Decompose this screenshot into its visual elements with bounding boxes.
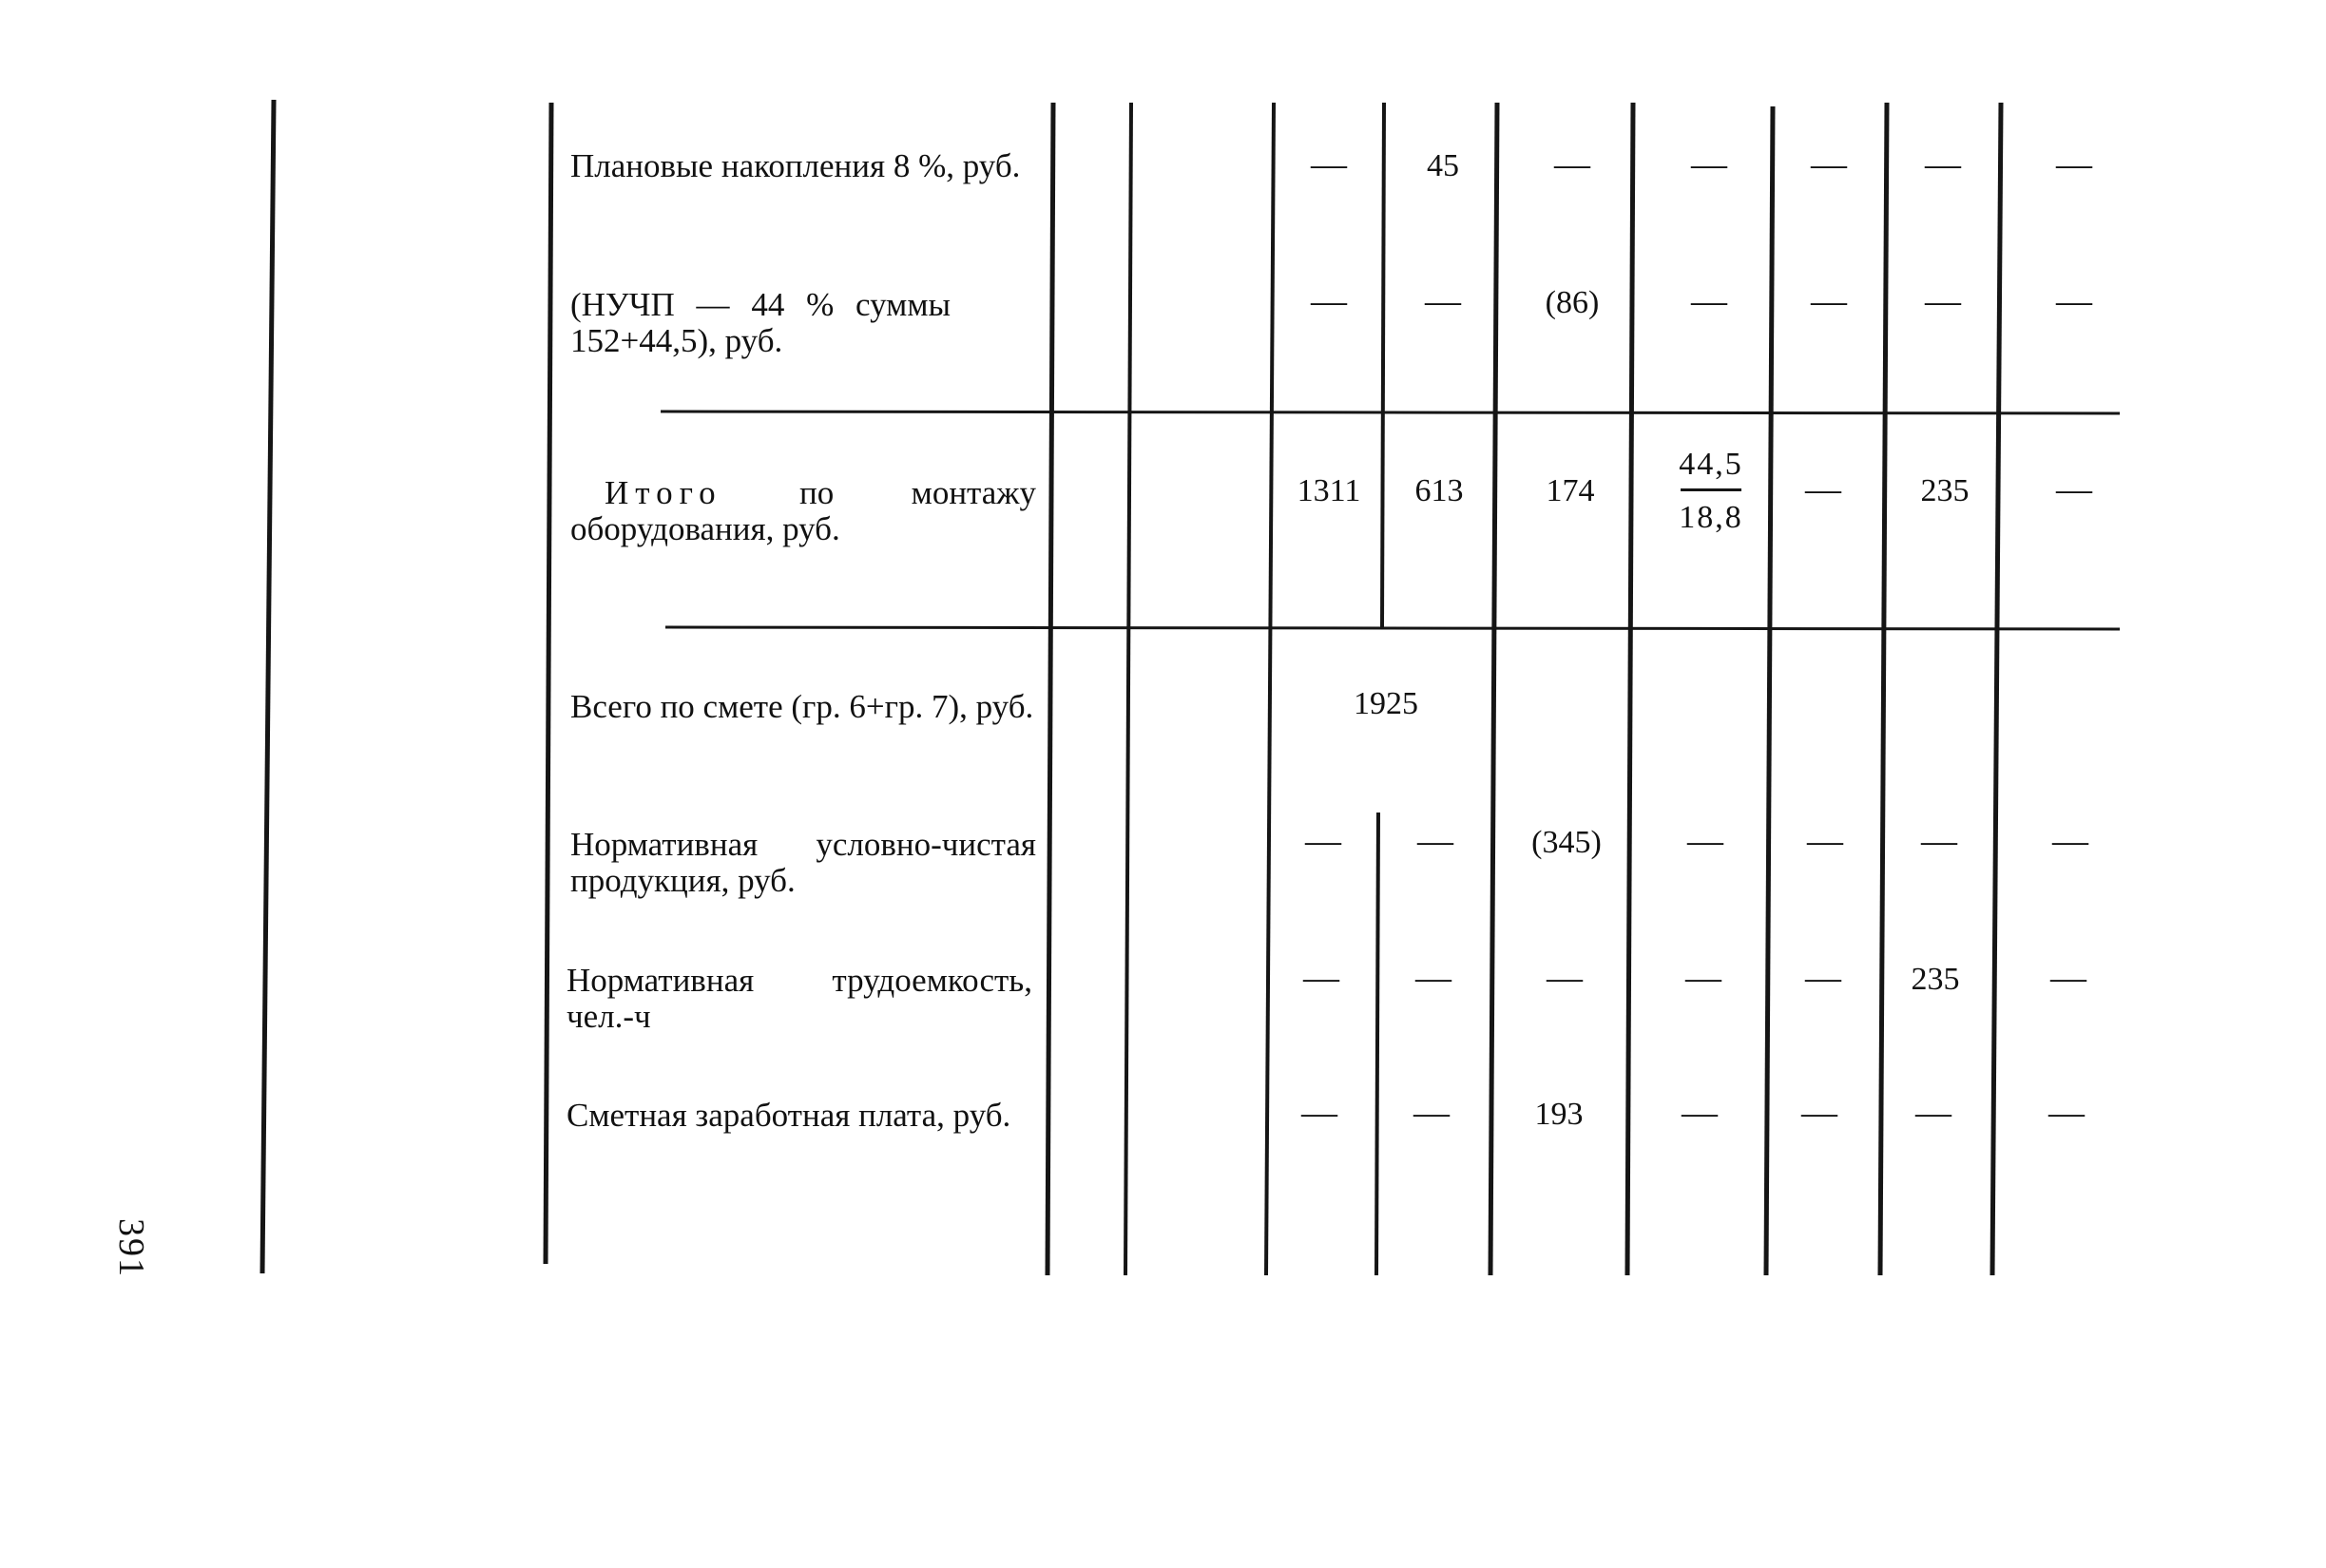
- row-label: Сметная заработная плата, руб.: [567, 1097, 1011, 1134]
- page-number: 391: [111, 1218, 151, 1278]
- row-label: Итого по монтажу оборудования, руб.: [570, 474, 1036, 547]
- column-separator: [1125, 103, 1131, 1275]
- left-margin-rule: [262, 100, 274, 1273]
- table-left-border: [546, 103, 551, 1264]
- column-separator: [1766, 106, 1773, 1275]
- row-label: (НУЧП — 44 % суммы 152+44,5), руб.: [570, 286, 951, 359]
- fraction-numerator: 44,5: [1679, 447, 1743, 482]
- row-rule: [661, 411, 2120, 413]
- column-separator: [1992, 103, 2001, 1275]
- fraction-bar: [1681, 488, 1741, 491]
- fraction-denominator: 18,8: [1679, 500, 1743, 535]
- row-label: Всего по смете (гр. 6+гр. 7), руб.: [570, 688, 1034, 725]
- row-label: Плановые накопления 8 %, руб.: [570, 147, 1021, 184]
- column-separator: [1376, 813, 1378, 1275]
- column-separator: [1048, 103, 1053, 1275]
- row-label: Нормативная условно-чистая продукция, руб.: [570, 826, 1036, 899]
- row-rule: [665, 627, 2120, 629]
- column-separator: [1382, 103, 1384, 627]
- column-separator: [1627, 103, 1633, 1275]
- column-separator: [1880, 103, 1887, 1275]
- column-separator: [1490, 103, 1497, 1275]
- document-page: Плановые накопления 8 %, руб. — 45 — — — — — (НУЧП — 44 % суммы 152+44,5), руб. — — (86) — — — — Итого по монтажу оборудования, руб. 1311 613 174 44,5 18,8 — 235 — Всего по смете (гр. 6+гр. 7), руб. 1925 Нормативная условно-чистая продукция, руб. — — (345) — — — — Нормативная трудоемкость, чел.-ч — — — — — 235 — Сметная заработная плата, руб. — — 193 — — — — 391: [0, 0, 2326, 1568]
- row-label: Нормативная трудоемкость, чел.-ч: [567, 962, 1032, 1035]
- column-separator: [1266, 103, 1274, 1275]
